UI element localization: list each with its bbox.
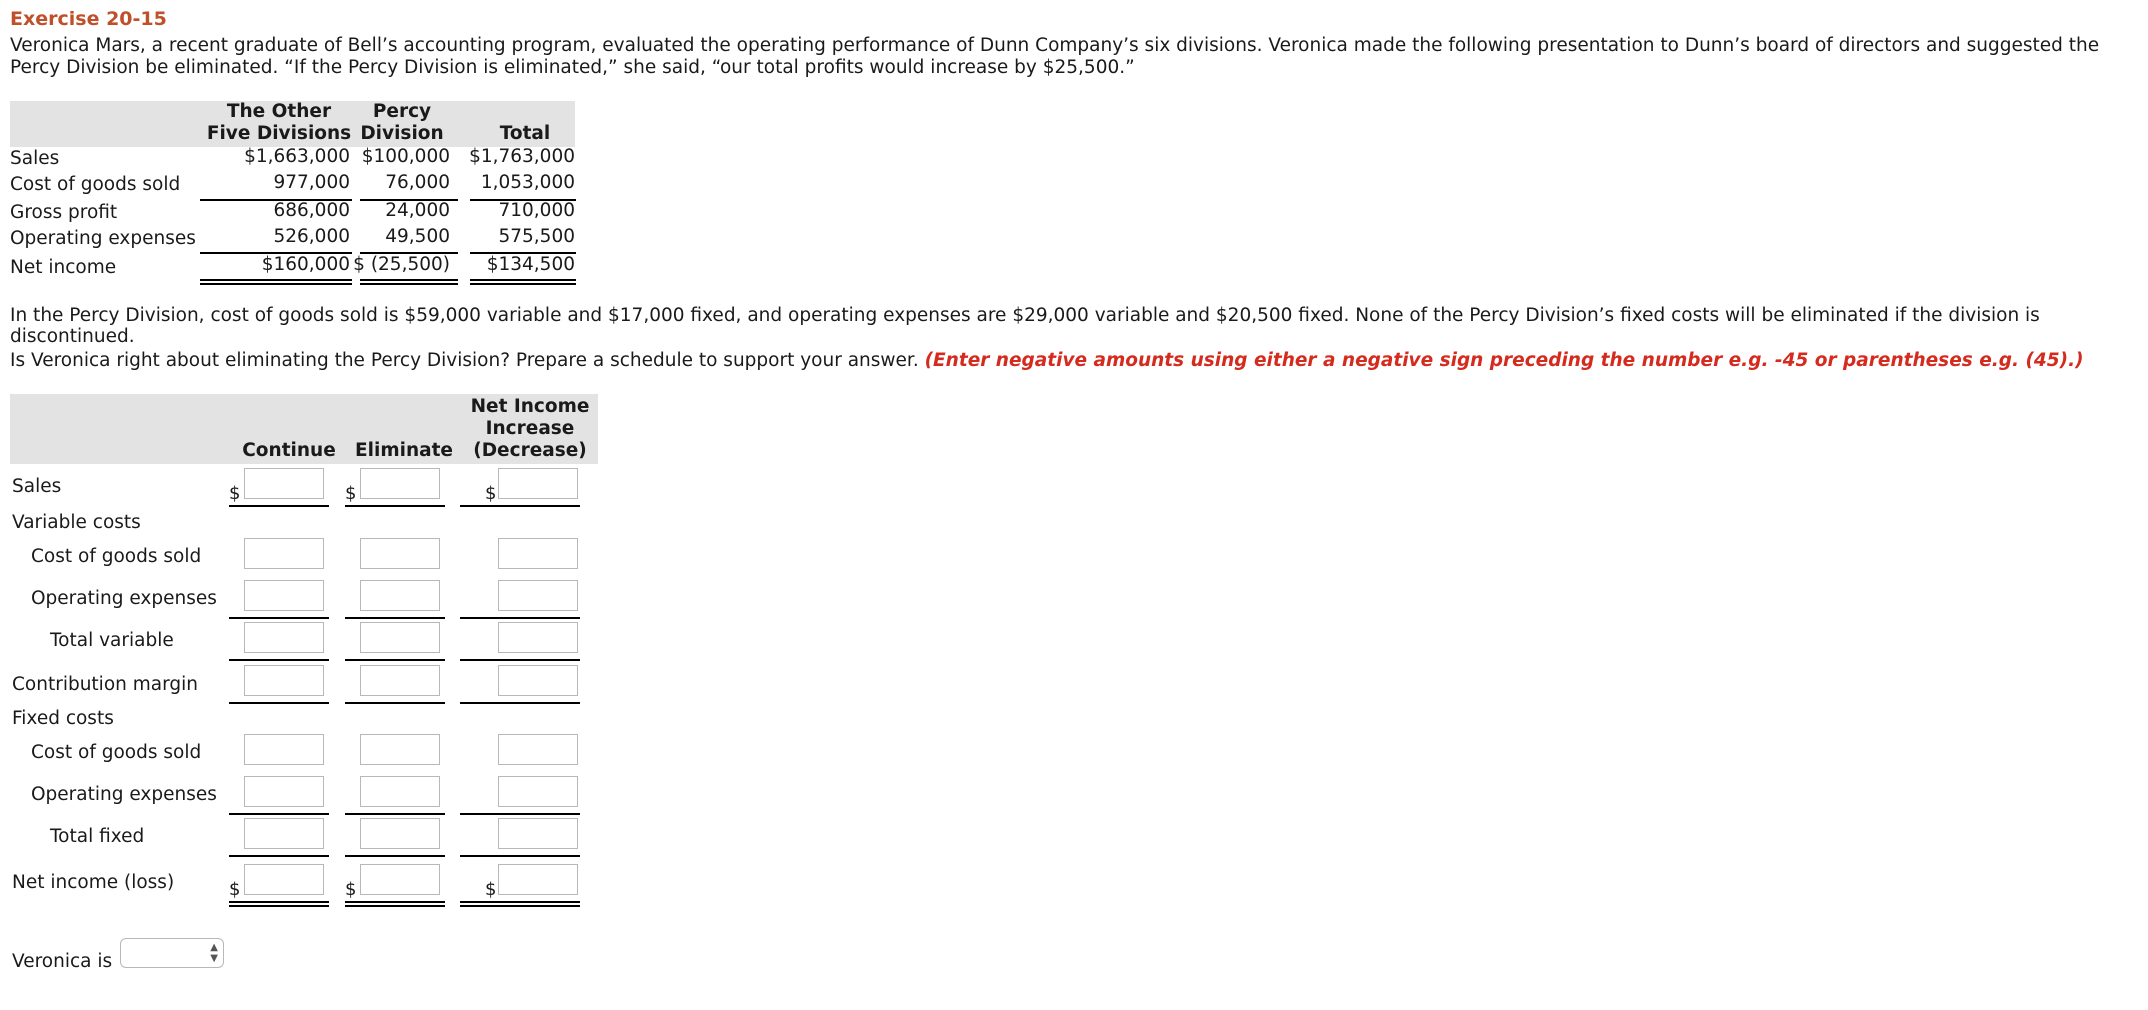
dollar-sign: $	[345, 879, 357, 900]
input-continue-fix-cogs[interactable]	[244, 734, 324, 765]
input-net-var-opex[interactable]	[498, 580, 578, 611]
dollar-sign: $	[485, 483, 497, 504]
input-net-total-fixed[interactable]	[498, 818, 578, 849]
rule	[345, 659, 445, 661]
sched-label-net-income: Net income (loss)	[12, 872, 175, 893]
cell-total-opex: 575,500	[498, 226, 575, 247]
dropdown-arrows-icon: ▲ ▼	[210, 942, 218, 964]
input-eliminate-contribution-margin[interactable]	[360, 665, 440, 696]
sched-label-fix-opex: Operating expenses	[31, 784, 217, 805]
input-net-total-variable[interactable]	[498, 622, 578, 653]
double-rule-percy	[360, 279, 458, 285]
input-continue-sales[interactable]	[244, 468, 324, 499]
cell-percy-cogs: 76,000	[385, 172, 450, 193]
input-net-fix-opex[interactable]	[498, 776, 578, 807]
input-eliminate-sales[interactable]	[360, 468, 440, 499]
header-net-income-change: Net Income Increase (Decrease)	[470, 396, 590, 461]
sched-label-total-fixed: Total fixed	[50, 826, 145, 847]
dollar-sign: $	[229, 483, 241, 504]
rule	[229, 702, 329, 704]
cell-other-gross: 686,000	[273, 200, 350, 221]
rule	[229, 813, 329, 815]
row-label-gross-profit: Gross profit	[10, 202, 118, 223]
header-total: Total	[499, 123, 551, 144]
cell-total-gross: 710,000	[498, 200, 575, 221]
cell-other-net: $160,000	[261, 254, 350, 275]
rule	[229, 505, 329, 507]
cell-other-opex: 526,000	[273, 226, 350, 247]
dollar-sign: $	[485, 879, 497, 900]
sched-label-fixed-costs: Fixed costs	[12, 708, 114, 729]
sched-label-fix-cogs: Cost of goods sold	[31, 742, 202, 763]
sched-label-sales: Sales	[12, 476, 62, 497]
input-continue-var-cogs[interactable]	[244, 538, 324, 569]
input-net-net-income[interactable]	[498, 864, 578, 895]
question-text: Is Veronica right about eliminating the Percy Division? Prepare a schedule to support your answer.	[10, 350, 919, 371]
input-eliminate-total-fixed[interactable]	[360, 818, 440, 849]
input-continue-total-fixed[interactable]	[244, 818, 324, 849]
input-continue-total-variable[interactable]	[244, 622, 324, 653]
row-label-cogs: Cost of goods sold	[10, 174, 181, 195]
double-rule-total	[470, 279, 576, 285]
rule	[229, 855, 329, 857]
rule	[460, 855, 580, 857]
input-net-fix-cogs[interactable]	[498, 734, 578, 765]
rule	[345, 702, 445, 704]
cell-total-cogs: 1,053,000	[480, 172, 575, 193]
input-net-contribution-margin[interactable]	[498, 665, 578, 696]
row-label-net-income: Net income	[10, 257, 117, 278]
input-continue-var-opex[interactable]	[244, 580, 324, 611]
double-rule	[345, 901, 445, 907]
row-label-sales: Sales	[10, 148, 60, 169]
input-eliminate-total-variable[interactable]	[360, 622, 440, 653]
question-line	[10, 350, 2084, 371]
double-rule	[460, 901, 580, 907]
conclusion-label: Veronica is	[12, 951, 113, 972]
cell-other-cogs: 977,000	[273, 172, 350, 193]
rule	[460, 813, 580, 815]
input-continue-fix-opex[interactable]	[244, 776, 324, 807]
input-net-var-cogs[interactable]	[498, 538, 578, 569]
header-percy-division: Percy Division	[360, 101, 444, 144]
rule	[460, 702, 580, 704]
cell-percy-opex: 49,500	[385, 226, 450, 247]
exercise-title: Exercise 20-15	[10, 8, 167, 30]
conclusion-dropdown[interactable]	[120, 938, 224, 968]
cell-percy-sales: $100,000	[361, 146, 450, 167]
rule	[460, 505, 580, 507]
header-other-divisions: The Other Five Divisions	[206, 101, 352, 144]
double-rule-other	[200, 279, 352, 285]
double-rule	[229, 901, 329, 907]
header-continue: Continue	[242, 440, 336, 461]
input-eliminate-net-income[interactable]	[360, 864, 440, 895]
entry-instruction: (Enter negative amounts using either a negative sign preceding the number e.g. -45 or parentheses e.g. (45).)	[924, 350, 2084, 371]
row-label-opex: Operating expenses	[10, 228, 196, 249]
rule	[229, 659, 329, 661]
cell-total-sales: $1,763,000	[469, 146, 575, 167]
cell-total-net: $134,500	[486, 254, 575, 275]
header-eliminate: Eliminate	[355, 440, 453, 461]
input-continue-net-income[interactable]	[244, 864, 324, 895]
sched-label-var-opex: Operating expenses	[31, 588, 217, 609]
cell-percy-gross: 24,000	[385, 200, 450, 221]
input-continue-contribution-margin[interactable]	[244, 665, 324, 696]
input-eliminate-var-cogs[interactable]	[360, 538, 440, 569]
input-eliminate-fix-opex[interactable]	[360, 776, 440, 807]
rule	[460, 659, 580, 661]
sched-label-variable-costs: Variable costs	[12, 512, 141, 533]
input-net-sales[interactable]	[498, 468, 578, 499]
cell-percy-net: $ (25,500)	[353, 254, 450, 275]
cell-other-sales: $1,663,000	[244, 146, 350, 167]
rule	[229, 617, 329, 619]
intro-paragraph: Veronica Mars, a recent graduate of Bell’s accounting program, evaluated the operating performance of Dunn Company’s six divisions. Veronica made the following presentation to Dunn’s board of directors and suggested the Percy Division be eliminated. “If the Percy Division is eliminated,” she said, “our total profits would increase by $25,500.”	[10, 35, 2100, 78]
sched-label-contribution-margin: Contribution margin	[12, 674, 198, 695]
input-eliminate-var-opex[interactable]	[360, 580, 440, 611]
rule	[460, 617, 580, 619]
dollar-sign: $	[345, 483, 357, 504]
dollar-sign: $	[229, 879, 241, 900]
rule	[345, 813, 445, 815]
sched-label-total-variable: Total variable	[50, 630, 174, 651]
rule	[345, 617, 445, 619]
sched-label-var-cogs: Cost of goods sold	[31, 546, 202, 567]
rule	[345, 855, 445, 857]
rule	[345, 505, 445, 507]
input-eliminate-fix-cogs[interactable]	[360, 734, 440, 765]
cost-note: In the Percy Division, cost of goods sold is $59,000 variable and $17,000 fixed, and operating expenses are $29,000 variable and $20,500 fixed. None of the Percy Division’s fixed costs will be eliminated if the division is discontinued.	[10, 305, 2040, 347]
